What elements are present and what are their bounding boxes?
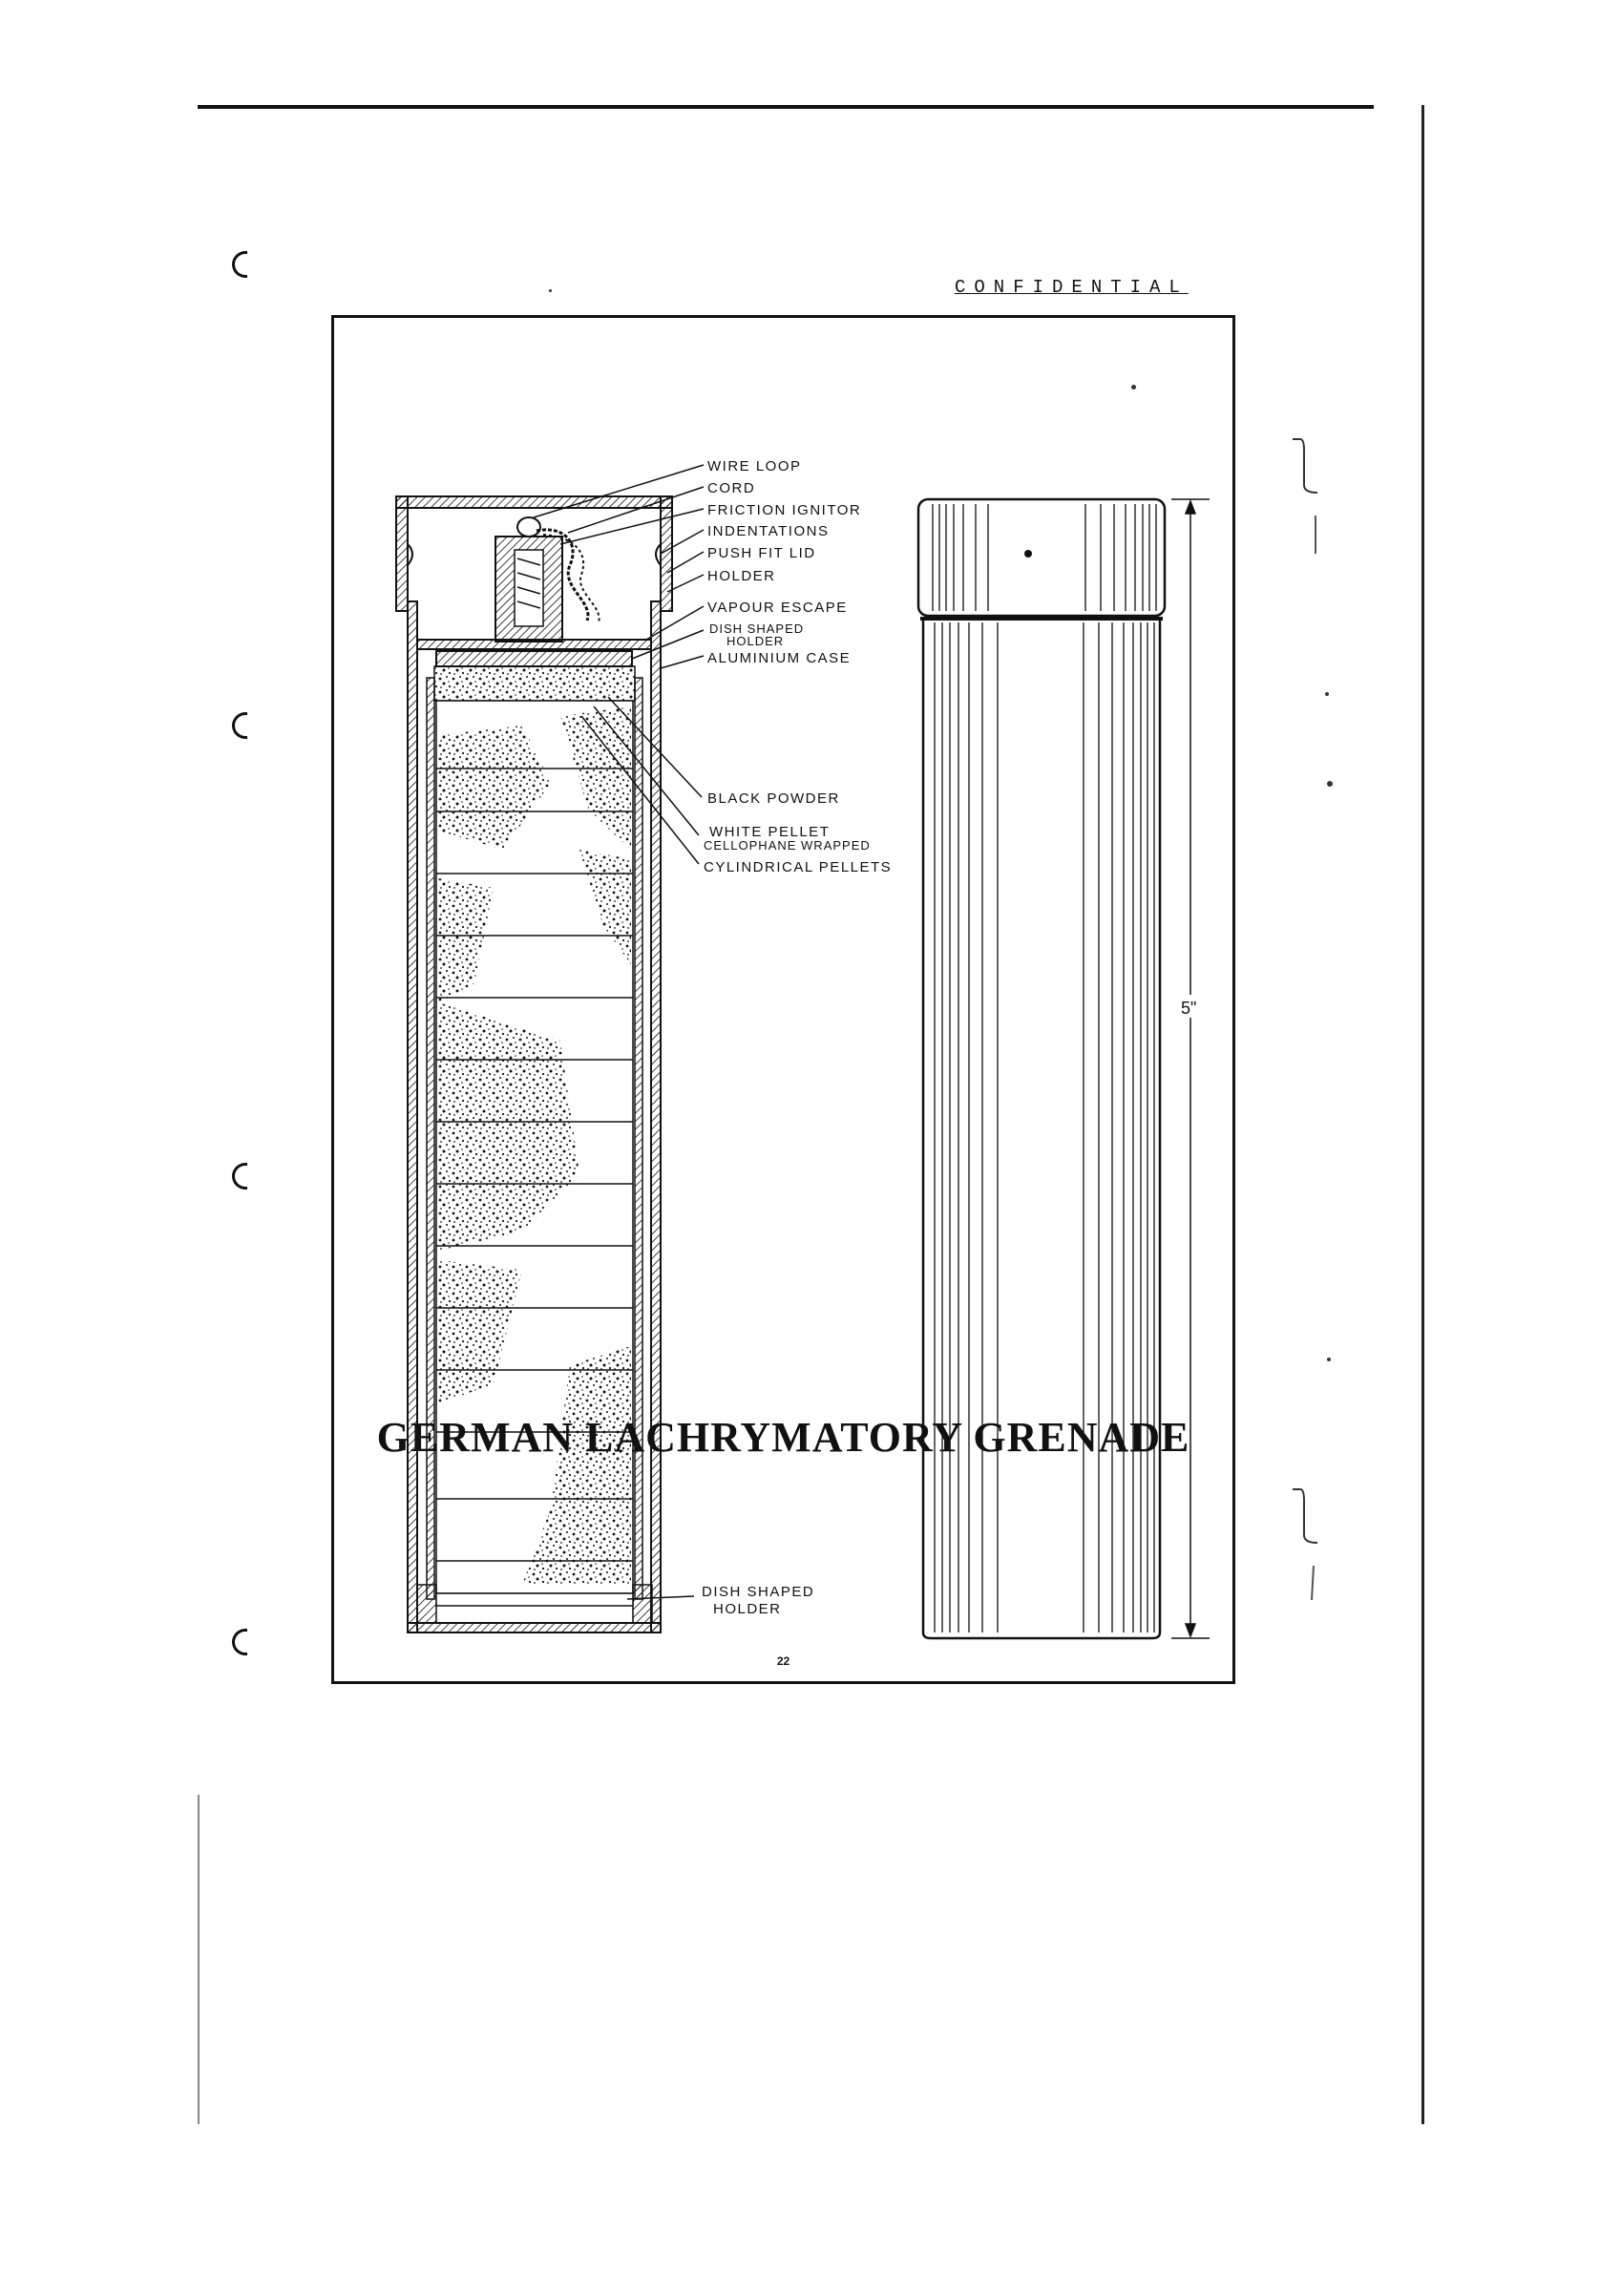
label-dish-shaped-holder-top-2: HOLDER (726, 634, 785, 648)
binder-hole-icon (232, 251, 247, 278)
label-cellophane-wrapped: CELLOPHANE WRAPPED (704, 838, 871, 853)
scan-speck (549, 289, 552, 292)
label-dish-shaped-holder-bottom: DISH SHAPED (702, 1584, 815, 1600)
label-white-pellet: WHITE PELLET (709, 824, 831, 840)
label-dish-shaped-holder-top: DISH SHAPED (709, 621, 805, 636)
label-black-powder: BLACK POWDER (707, 790, 840, 807)
right-margin-rule (1421, 105, 1424, 2124)
label-friction-ignitor: FRICTION IGNITOR (707, 502, 862, 518)
figure-title: GERMAN LACHRYMATORY GRENADE (376, 1414, 1190, 1461)
top-rule (198, 105, 1374, 109)
label-wire-loop: WIRE LOOP (707, 458, 802, 474)
binder-hole-icon (232, 1163, 247, 1190)
page-number: 22 (776, 1654, 790, 1668)
dimension-line (1171, 499, 1210, 1638)
label-holder: HOLDER (707, 568, 776, 584)
label-cord: CORD (707, 480, 756, 496)
label-dish-shaped-holder-bottom-2: HOLDER (713, 1601, 782, 1617)
left-margin-rule (198, 1795, 200, 2124)
label-aluminium-case: ALUMINIUM CASE (707, 650, 852, 666)
label-cylindrical-pellets: CYLINDRICAL PELLETS (704, 859, 893, 875)
grenade-drawing (331, 315, 1235, 1684)
exterior-view (918, 499, 1165, 1638)
binder-hole-icon (232, 1629, 247, 1655)
dimension-label: 5" (1181, 999, 1197, 1018)
label-indentations: INDENTATIONS (707, 523, 830, 539)
cutaway-view (396, 496, 672, 1632)
margin-bracket-marks (1279, 430, 1356, 1623)
label-push-fit-lid: PUSH FIT LID (707, 545, 816, 561)
binder-hole-icon (232, 712, 247, 739)
classification-marking: CONFIDENTIAL (955, 277, 1189, 298)
label-vapour-escape: VAPOUR ESCAPE (707, 600, 848, 616)
